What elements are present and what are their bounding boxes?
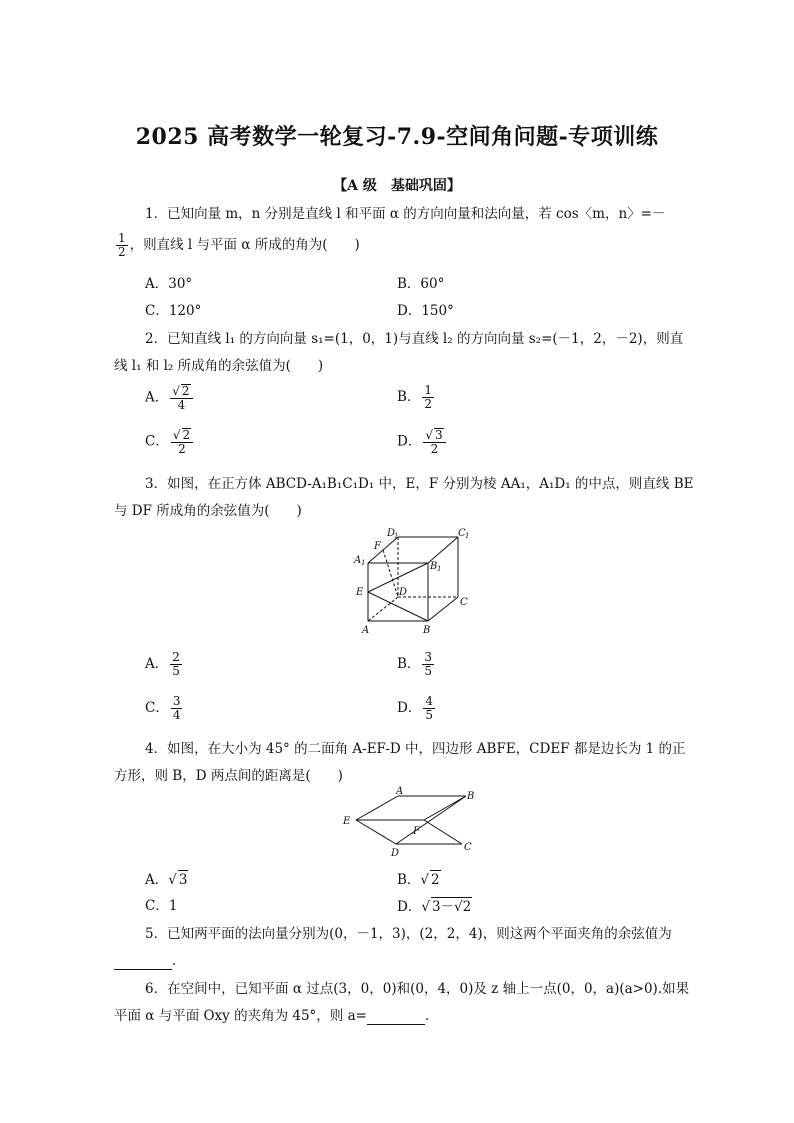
svg-text:1: 1 — [465, 532, 470, 540]
label-b: B — [467, 791, 475, 802]
q3-option-c[interactable]: C． $\frac{3}{4}$ — [145, 694, 181, 722]
svg-text:1: 1 — [437, 565, 442, 573]
q3-option-b[interactable]: B． $\frac{3}{5}$ — [397, 650, 433, 678]
q1-stem-line2: $\frac{1}{2}$ ，则直线 l 与平面 α 所成的角为( ) — [118, 231, 360, 259]
q1-stem-line1: 1．已知向量 m，n 分别是直线 l 和平面 α 的方向向量和法向量，若 cos〈m，n〉=－ — [145, 206, 666, 222]
dihedral-figure — [340, 782, 490, 860]
label-a1: A — [354, 555, 362, 566]
cube-figure — [350, 525, 480, 637]
label-d: D — [399, 587, 408, 598]
q1-fraction: $\frac{1}{2}$ — [118, 231, 126, 259]
q6-stem-line2: 平面 α 与平面 Oxy 的夹角为 45°，则 a= ． — [114, 1008, 439, 1024]
q6-stem-line1: 6．在空间中，已知平面 α 过点(3，0，0)和(0，4，0)及 z 轴上一点(0，0，a)(a>0).如果 — [145, 981, 690, 997]
label-a: A — [396, 786, 404, 797]
q4-option-a[interactable]: A．√ 3 — [145, 872, 188, 888]
q5-stem-line2: ． — [114, 952, 186, 970]
q2-stem-line2: 线 l₁ 和 l₂ 所成角的余弦值为( ) — [114, 358, 324, 374]
q2-option-b[interactable]: B． $\frac{1}{2}$ — [397, 383, 433, 411]
label-b1: B — [430, 561, 438, 572]
label-c1: C — [458, 528, 466, 539]
label-c: C — [460, 597, 468, 608]
label-e: E — [343, 816, 351, 827]
q1-option-d[interactable]: D．150° — [397, 303, 454, 319]
q4-stem-line2: 方形，则 B，D 两点间的距离是( ) — [114, 768, 343, 784]
label-a: A — [362, 625, 370, 636]
q4-option-c[interactable]: C．1 — [145, 898, 178, 914]
q1-option-a[interactable]: A．30° — [145, 276, 193, 292]
q2-stem-line1: 2．已知直线 l₁ 的方向向量 s₁=(1，0，1)与直线 l₂ 的方向向量 s₂=(－1，2，－2)，则直 — [145, 331, 684, 347]
q4-option-d[interactable]: D．√ 3－√2 — [397, 899, 472, 915]
q2-option-d[interactable]: D． $\frac{√ 3}{2}$ — [397, 428, 448, 456]
label-f: F — [374, 541, 381, 552]
q3-stem-line2: 与 DF 所成角的余弦值为( ) — [114, 503, 302, 519]
svg-text:1: 1 — [394, 532, 399, 540]
label-b: B — [423, 625, 431, 636]
page-title: 2025 高考数学一轮复习-7.9-空间角问题-专项训练 — [135, 124, 659, 150]
q3-stem-line1: 3．如图，在正方体 ABCD-A₁B₁C₁D₁ 中，E，F 分别为棱 AA₁，A₁D₁ 的中点，则直线 BE — [145, 476, 694, 492]
q5-answer-blank[interactable] — [114, 956, 172, 970]
q1-option-c[interactable]: C．120° — [145, 303, 202, 319]
q2-option-a[interactable]: A． $\frac{√ 2}{4}$ — [145, 384, 195, 412]
q4-option-b[interactable]: B．√ 2 — [397, 872, 440, 888]
label-d1: D — [387, 528, 396, 539]
svg-text:1: 1 — [361, 559, 366, 567]
q1-option-b[interactable]: B．60° — [397, 276, 445, 292]
q3-option-a[interactable]: A． $\frac{2}{5}$ — [145, 650, 180, 678]
section-heading: 【A 级 基础巩固】 — [333, 178, 461, 194]
q3-option-d[interactable]: D． $\frac{4}{5}$ — [397, 694, 433, 722]
q5-stem-line1: 5．已知两平面的法向量分别为(0，－1，3)，(2，2，4)，则这两个平面夹角的余弦值为 — [145, 926, 672, 942]
label-f: F — [413, 826, 420, 837]
label-d: D — [391, 848, 400, 859]
label-e: E — [356, 587, 364, 598]
q4-stem-line1: 4．如图，在大小为 45° 的二面角 A-EF-D 中，四边形 ABFE，CDEF 都是边长为 1 的正 — [145, 741, 686, 757]
q2-option-c[interactable]: C． $\frac{√ 2}{2}$ — [145, 428, 195, 456]
q6-answer-blank[interactable] — [367, 1011, 425, 1025]
label-c: C — [464, 842, 472, 853]
